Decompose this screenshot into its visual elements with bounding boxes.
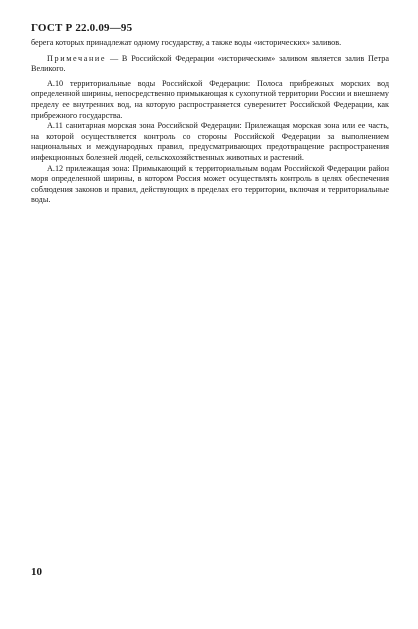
page-number: 10 bbox=[31, 566, 42, 578]
definition-a12 bbox=[31, 164, 389, 206]
definition-a12-text: Примыкающий к территориальным водам Российской Федерации район моря определенной ширины, в котором Россия может осуществлять контроль в целях обеспечения соблюдения законов и правил, действующих в пределах его территории, включая и территориальные воды. bbox=[31, 163, 389, 205]
definition-a10 bbox=[31, 79, 389, 121]
note-label: Примечание bbox=[47, 53, 107, 63]
note-paragraph bbox=[31, 54, 389, 75]
definition-a11-term: А.11 санитарная морская зона Российской Федерации: bbox=[47, 121, 242, 131]
continuation-paragraph: берега которых принадлежат одному государству, а также воды «исторических» заливов. bbox=[31, 38, 342, 47]
definition-a11-text: Прилежащая морская зона или ее часть, на которой осуществляется контроль со стороны Российской Федерации за выполнением национальных и международных правил, предусматривающих предотвращение распространения инфекционных болезней людей, сельскохозяйственных животных и растений. bbox=[31, 121, 389, 162]
definition-a12-term: А.12 прилежащая зона: bbox=[47, 163, 130, 173]
definition-a10-text: Полоса прибрежных морских вод определенной ширины, непосредственно примыкающая к сухопутной территории России и внешнему пределу ее внутренних вод, на которую распространяется суверенитет Российской Федерации, как прибрежного государства. bbox=[31, 78, 389, 120]
document-body bbox=[31, 38, 389, 206]
standard-code-header: ГОСТ Р 22.0.09—95 bbox=[31, 22, 133, 34]
definition-a11 bbox=[31, 121, 389, 163]
note-text: — В Российской Федерации «историческим» заливом является залив Петра Великого. bbox=[31, 53, 389, 74]
definition-a10-term: А.10 территориальные воды Российской Федерации: bbox=[47, 78, 251, 88]
